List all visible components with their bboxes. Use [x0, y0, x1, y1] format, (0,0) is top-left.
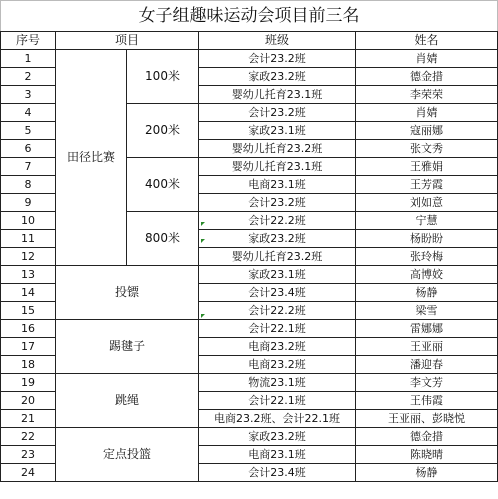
class-cell: 家政23.2班 [199, 428, 356, 446]
event-category: 跳绳 [56, 374, 199, 428]
name-cell: 李荣荣 [356, 86, 498, 104]
name-cell: 肖婧 [356, 50, 498, 68]
name-cell: 李文芳 [356, 374, 498, 392]
class-cell: 会计22.2班 [199, 212, 356, 230]
row-number: 2 [1, 68, 56, 86]
header-class: 班级 [199, 32, 356, 50]
row-number: 10 [1, 212, 56, 230]
table-title: 女子组趣味运动会项目前三名 [1, 1, 498, 32]
name-cell: 王亚丽、彭晓悦 [356, 410, 498, 428]
event-category: 田径比赛 [56, 50, 127, 266]
row-number: 24 [1, 464, 56, 482]
row-number: 9 [1, 194, 56, 212]
row-number: 20 [1, 392, 56, 410]
name-cell: 杨静 [356, 464, 498, 482]
event-category: 踢毽子 [56, 320, 199, 374]
name-cell: 寇丽娜 [356, 122, 498, 140]
comment-marker [201, 314, 205, 318]
row-number: 17 [1, 338, 56, 356]
name-cell: 杨盼盼 [356, 230, 498, 248]
class-cell: 家政23.1班 [199, 122, 356, 140]
row-number: 8 [1, 176, 56, 194]
event-category: 投镖 [56, 266, 199, 320]
name-cell: 王芳霞 [356, 176, 498, 194]
row-number: 4 [1, 104, 56, 122]
name-cell: 王伟霞 [356, 392, 498, 410]
name-cell: 德金措 [356, 428, 498, 446]
class-cell: 婴幼儿托育23.1班 [199, 86, 356, 104]
row-number: 22 [1, 428, 56, 446]
class-cell: 会计23.2班 [199, 104, 356, 122]
row-number: 16 [1, 320, 56, 338]
class-cell: 物流23.1班 [199, 374, 356, 392]
row-number: 23 [1, 446, 56, 464]
class-cell: 婴幼儿托育23.1班 [199, 158, 356, 176]
row-number: 11 [1, 230, 56, 248]
class-cell: 会计23.4班 [199, 464, 356, 482]
row-number: 5 [1, 122, 56, 140]
class-cell: 会计22.1班 [199, 320, 356, 338]
name-cell: 高博姣 [356, 266, 498, 284]
name-cell: 张文秀 [356, 140, 498, 158]
table-row [1, 374, 498, 392]
name-cell: 肖婧 [356, 104, 498, 122]
class-cell: 家政23.2班 [199, 230, 356, 248]
event-subcategory: 100米 [127, 50, 199, 104]
name-cell: 德金措 [356, 68, 498, 86]
comment-marker [201, 239, 205, 243]
name-cell: 潘迎春 [356, 356, 498, 374]
class-cell: 电商23.2班 [199, 356, 356, 374]
header-seq: 序号 [1, 32, 56, 50]
header-row [1, 32, 498, 50]
row-number: 21 [1, 410, 56, 428]
row-number: 14 [1, 284, 56, 302]
table-row [1, 320, 498, 338]
row-number: 3 [1, 86, 56, 104]
class-cell: 婴幼儿托育23.2班 [199, 248, 356, 266]
class-cell: 电商23.1班 [199, 446, 356, 464]
class-cell: 会计23.2班 [199, 194, 356, 212]
row-number: 1 [1, 50, 56, 68]
event-subcategory: 200米 [127, 104, 199, 158]
class-cell: 会计23.2班 [199, 50, 356, 68]
class-cell: 婴幼儿托育23.2班 [199, 140, 356, 158]
class-cell: 会计23.4班 [199, 284, 356, 302]
class-cell: 家政23.2班 [199, 68, 356, 86]
event-category: 定点投篮 [56, 428, 199, 482]
row-number: 18 [1, 356, 56, 374]
class-cell: 电商23.2班、会计22.1班 [199, 410, 356, 428]
event-subcategory: 400米 [127, 158, 199, 212]
table-row [1, 50, 498, 68]
row-number: 15 [1, 302, 56, 320]
row-number: 6 [1, 140, 56, 158]
name-cell: 刘如意 [356, 194, 498, 212]
header-item: 项目 [56, 32, 199, 50]
row-number: 13 [1, 266, 56, 284]
class-cell: 会计22.1班 [199, 392, 356, 410]
name-cell: 陈晓晴 [356, 446, 498, 464]
class-cell: 电商23.2班 [199, 338, 356, 356]
name-cell: 宁慧 [356, 212, 498, 230]
header-name: 姓名 [356, 32, 498, 50]
name-cell: 王雅娟 [356, 158, 498, 176]
class-cell: 会计22.2班 [199, 302, 356, 320]
name-cell: 杨静 [356, 284, 498, 302]
table-row [1, 428, 498, 446]
name-cell: 王亚丽 [356, 338, 498, 356]
row-number: 12 [1, 248, 56, 266]
row-number: 7 [1, 158, 56, 176]
comment-marker [201, 222, 205, 226]
table-row [1, 266, 498, 284]
event-subcategory: 800米 [127, 212, 199, 266]
class-cell: 电商23.1班 [199, 176, 356, 194]
row-number: 19 [1, 374, 56, 392]
class-cell: 家政23.1班 [199, 266, 356, 284]
name-cell: 雷娜娜 [356, 320, 498, 338]
name-cell: 张玲梅 [356, 248, 498, 266]
name-cell: 梁雪 [356, 302, 498, 320]
